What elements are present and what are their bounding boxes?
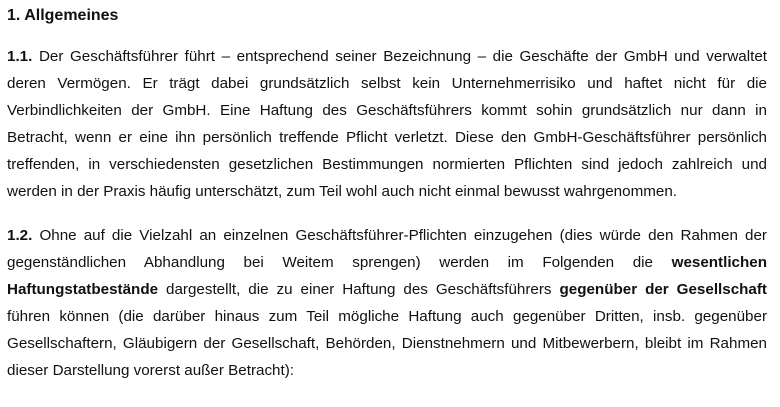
emphasis-text: wesentlichen Haftungstatbestände (7, 254, 767, 298)
paragraph-number: 1.2. (7, 227, 33, 244)
section-heading: 1. Allgemeines (7, 7, 119, 24)
emphasis-text: gegenüber der Gesellschaft (559, 281, 767, 298)
paragraph-1-2 (7, 222, 767, 384)
paragraph-text: führen können (die darüber hinaus zum Teil mögliche Haftung auch gegenüber Dritten, insb. gegenüber Gesellschaftern, Gläubigern der Gesellschaft, Behörden, Dienstnehmern und Mitbewerbern, bleibt im Rahmen dieser Darstellung vorerst außer Betracht): (7, 308, 767, 379)
paragraph-text: Ohne auf die Vielzahl an einzelnen Geschäftsführer-Pflichten einzugehen (dies würde den Rahmen der gegenständlichen Abhandlung bei Weitem sprengen) werden im Folgenden die (7, 227, 767, 271)
paragraph-number: 1.1. (7, 48, 33, 65)
paragraph-text: Der Geschäftsführer führt – entsprechend seiner Bezeichnung – die Geschäfte der GmbH und verwaltet deren Vermögen. Er trägt dabei grundsätzlich selbst kein Unternehmerrisiko und haftet nicht für die Verbindlichkeiten der GmbH. Eine Haftung des Geschäftsführers kommt sohin grundsätzlich nur dann in Betracht, wenn er eine ihn persönlich treffende Pflicht verletzt. Diese den GmbH-Geschäftsführer persönlich treffenden, in verschiedensten gesetzlichen Bestimmungen normierten Pflichten sind jedoch zahlreich und werden in der Praxis häufig unterschätzt, zum Teil wohl auch nicht einmal bewusst wahrgenommen. (7, 48, 767, 200)
paragraph-text: dargestellt, die zu einer Haftung des Geschäftsführers (158, 281, 560, 298)
document-page (7, 0, 767, 384)
paragraph-1-1 (7, 43, 767, 205)
